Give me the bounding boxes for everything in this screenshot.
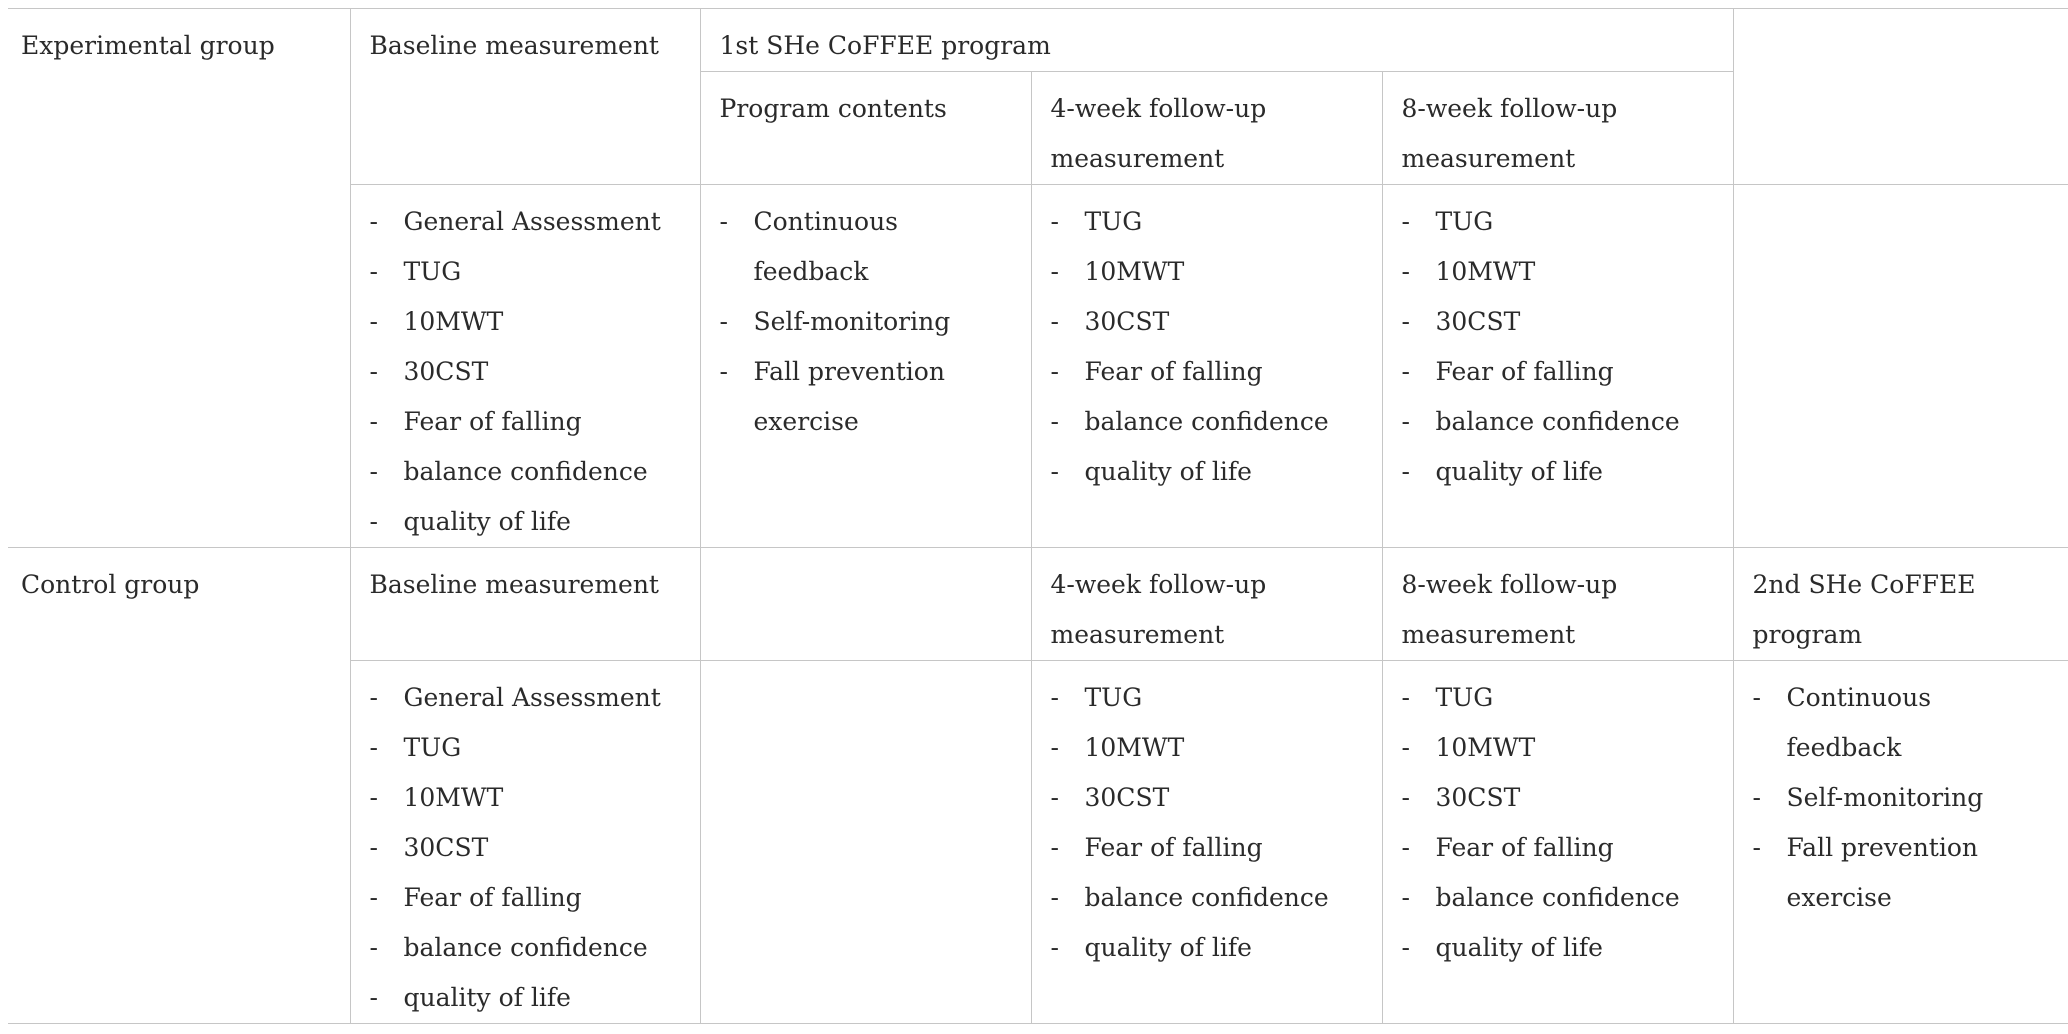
list-item [1051, 197, 1363, 247]
list-item [1051, 923, 1363, 973]
list-item [370, 823, 681, 873]
experimental-program-header: 1st SHe CoFFEE program [700, 9, 1733, 72]
list-item-text: TUG [1435, 683, 1494, 712]
list-marker: - [1401, 407, 1410, 436]
list-item [1051, 873, 1363, 923]
list-marker: - [1401, 207, 1410, 236]
list-item [370, 397, 681, 447]
list-marker: - [1050, 883, 1059, 912]
list-item-text: Self-monitoring [753, 307, 951, 336]
list-item-text: 30CST [403, 357, 489, 386]
list-item-text: quality of life [1435, 457, 1603, 486]
list-marker: - [369, 683, 378, 712]
list-item [1402, 397, 1714, 447]
control-followup4-header: 4-week follow-up measurement [1031, 548, 1382, 661]
list-item-text: Self-monitoring [1786, 783, 1984, 812]
list-marker: - [369, 883, 378, 912]
list-marker: - [369, 507, 378, 536]
list-item-text: 10MWT [403, 307, 504, 336]
list-item [370, 973, 681, 1023]
list-item [1402, 873, 1714, 923]
list-item [720, 197, 1012, 297]
list-marker: - [1401, 883, 1410, 912]
list-marker: - [369, 307, 378, 336]
list-item-text: quality of life [1435, 933, 1603, 962]
list-item [1402, 923, 1714, 973]
list-marker: - [1050, 783, 1059, 812]
control-empty-items-cell [700, 661, 1031, 1024]
list-item-text: Fear of falling [1435, 833, 1614, 862]
control-baseline-list [370, 673, 681, 1023]
list-item-text: 10MWT [1084, 733, 1185, 762]
list-item [370, 723, 681, 773]
list-item [1753, 773, 2050, 823]
list-marker: - [719, 207, 728, 236]
list-item-text: TUG [403, 257, 462, 286]
list-item-text: 30CST [1435, 307, 1521, 336]
list-item-text: balance confidence [1435, 883, 1680, 912]
list-item [1051, 447, 1363, 497]
list-item [720, 297, 1012, 347]
list-item [1051, 823, 1363, 873]
list-marker: - [1401, 933, 1410, 962]
experimental-followup4-header: 4-week follow-up measurement [1031, 72, 1382, 185]
list-item [1051, 347, 1363, 397]
list-item [370, 673, 681, 723]
list-marker: - [1752, 833, 1761, 862]
control-empty-header-cell [700, 548, 1031, 661]
list-marker: - [719, 307, 728, 336]
experimental-followup8-header: 8-week follow-up measurement [1382, 72, 1733, 185]
list-item [370, 497, 681, 547]
experimental-followup4-list [1051, 197, 1363, 497]
experimental-header-row [8, 9, 2068, 72]
list-marker: - [1401, 257, 1410, 286]
list-marker: - [1050, 207, 1059, 236]
control-program-list [1753, 673, 2050, 923]
list-item [1402, 823, 1714, 873]
experimental-program-list [720, 197, 1012, 447]
experimental-followup4-items-cell [1031, 185, 1382, 548]
list-marker: - [1401, 833, 1410, 862]
list-marker: - [369, 407, 378, 436]
control-followup8-items-cell [1382, 661, 1733, 1024]
list-item [1402, 247, 1714, 297]
list-marker: - [1401, 733, 1410, 762]
list-item [1051, 397, 1363, 447]
list-item-text: quality of life [1084, 933, 1252, 962]
list-marker: - [1401, 457, 1410, 486]
experimental-baseline-items-cell [350, 185, 700, 548]
list-marker: - [1401, 683, 1410, 712]
list-marker: - [369, 783, 378, 812]
list-item-text: General Assessment [403, 683, 661, 712]
list-item-text: Continuous feedback [753, 207, 899, 286]
list-item [1402, 773, 1714, 823]
experimental-empty-items-cell [1733, 185, 2068, 548]
list-item [1753, 823, 2050, 923]
list-marker: - [1752, 783, 1761, 812]
list-item [1051, 297, 1363, 347]
list-item [1402, 297, 1714, 347]
list-item-text: TUG [403, 733, 462, 762]
list-item [1402, 347, 1714, 397]
list-item [1402, 447, 1714, 497]
list-marker: - [1401, 357, 1410, 386]
list-marker: - [369, 207, 378, 236]
list-item [1402, 197, 1714, 247]
list-item-text: Continuous feedback [1786, 683, 1932, 762]
list-item-text: quality of life [403, 983, 571, 1012]
list-item-text: balance confidence [1435, 407, 1680, 436]
list-item [1051, 673, 1363, 723]
list-marker: - [1050, 357, 1059, 386]
list-item-text: 30CST [403, 833, 489, 862]
list-marker: - [1050, 683, 1059, 712]
list-marker: - [1401, 307, 1410, 336]
list-marker: - [1050, 307, 1059, 336]
list-item [370, 197, 681, 247]
list-marker: - [369, 457, 378, 486]
list-item-text: 30CST [1084, 783, 1170, 812]
list-item [1051, 247, 1363, 297]
experimental-baseline-list [370, 197, 681, 547]
list-item [1402, 673, 1714, 723]
study-design-table [8, 8, 2068, 1024]
list-item-text: TUG [1435, 207, 1494, 236]
list-item-text: 10MWT [1435, 733, 1536, 762]
list-item-text: balance confidence [403, 457, 648, 486]
control-followup4-items-cell [1031, 661, 1382, 1024]
list-marker: - [1050, 833, 1059, 862]
list-marker: - [369, 257, 378, 286]
experimental-program-items-cell [700, 185, 1031, 548]
list-marker: - [1401, 783, 1410, 812]
list-item-text: quality of life [1084, 457, 1252, 486]
list-marker: - [369, 733, 378, 762]
list-item-text: TUG [1084, 683, 1143, 712]
experimental-baseline-header: Baseline measurement [350, 9, 700, 185]
control-followup4-list [1051, 673, 1363, 973]
list-marker: - [1050, 457, 1059, 486]
list-marker: - [1050, 933, 1059, 962]
list-marker: - [1050, 407, 1059, 436]
list-marker: - [1050, 733, 1059, 762]
control-header-row [8, 548, 2068, 661]
list-item [370, 247, 681, 297]
list-marker: - [369, 833, 378, 862]
list-item-text: Fear of falling [1435, 357, 1614, 386]
list-marker: - [369, 933, 378, 962]
list-item-text: TUG [1084, 207, 1143, 236]
list-item [370, 297, 681, 347]
list-item-text: Fear of falling [403, 407, 582, 436]
list-item [370, 923, 681, 973]
list-item-text: Fear of falling [403, 883, 582, 912]
list-item-text: Fear of falling [1084, 833, 1263, 862]
list-item-text: 10MWT [1435, 257, 1536, 286]
list-item-text: balance confidence [1084, 407, 1329, 436]
list-item-text: General Assessment [403, 207, 661, 236]
list-item [1051, 723, 1363, 773]
list-marker: - [719, 357, 728, 386]
list-item-text: Fall prevention exercise [753, 357, 945, 436]
list-item [370, 773, 681, 823]
list-item-text: quality of life [403, 507, 571, 536]
experimental-program-contents-header: Program contents [700, 72, 1031, 185]
list-item [1051, 773, 1363, 823]
list-marker: - [369, 357, 378, 386]
experimental-followup8-list [1402, 197, 1714, 497]
list-item [720, 347, 1012, 447]
control-baseline-header: Baseline measurement [350, 548, 700, 661]
experimental-followup8-items-cell [1382, 185, 1733, 548]
control-baseline-items-cell [350, 661, 700, 1024]
control-followup8-header: 8-week follow-up measurement [1382, 548, 1733, 661]
list-item-text: 30CST [1084, 307, 1170, 336]
list-item [1402, 723, 1714, 773]
list-item [1753, 673, 2050, 773]
list-item [370, 873, 681, 923]
list-item-text: balance confidence [1084, 883, 1329, 912]
list-item-text: 10MWT [1084, 257, 1185, 286]
list-item-text: Fall prevention exercise [1786, 833, 1978, 912]
list-item-text: 10MWT [403, 783, 504, 812]
experimental-empty-header-cell [1733, 9, 2068, 185]
list-item [370, 447, 681, 497]
list-marker: - [369, 983, 378, 1012]
control-program-items-cell [1733, 661, 2068, 1024]
experimental-group-label: Experimental group [8, 9, 350, 548]
list-item-text: Fear of falling [1084, 357, 1263, 386]
list-item-text: balance confidence [403, 933, 648, 962]
list-item-text: 30CST [1435, 783, 1521, 812]
list-item [370, 347, 681, 397]
control-followup8-list [1402, 673, 1714, 973]
list-marker: - [1752, 683, 1761, 712]
control-program-header: 2nd SHe CoFFEE program [1733, 548, 2068, 661]
control-group-label: Control group [8, 548, 350, 1024]
list-marker: - [1050, 257, 1059, 286]
